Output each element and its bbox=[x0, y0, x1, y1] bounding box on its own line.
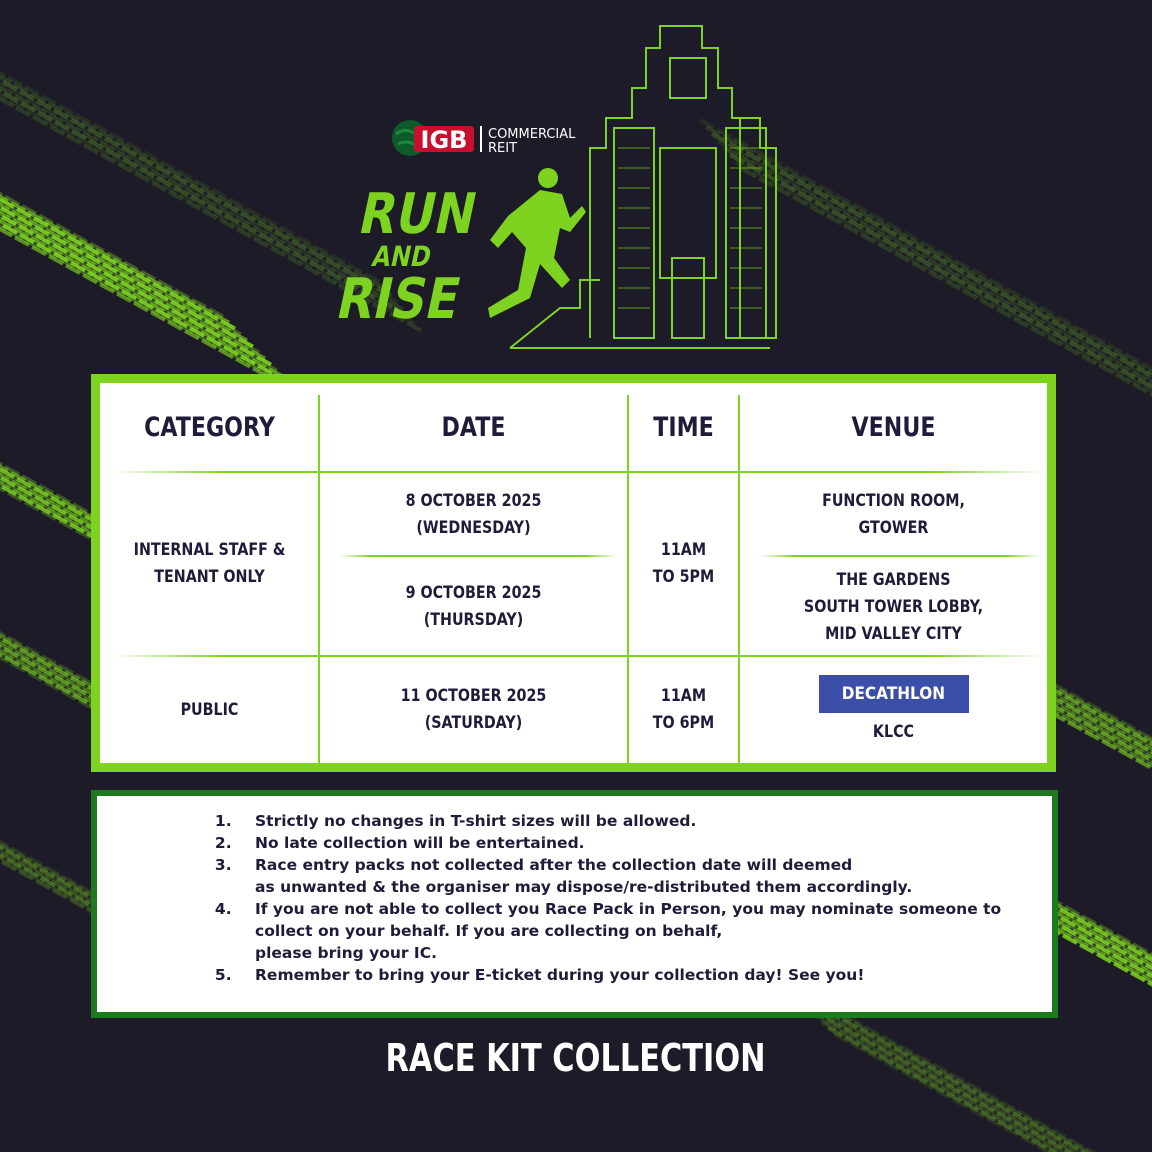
row2-date: 11 OCTOBER 2025 (SATURDAY) bbox=[400, 686, 547, 733]
header-venue: VENUE bbox=[851, 411, 936, 443]
row2-category: PUBLIC bbox=[180, 699, 239, 720]
logo-text-commercial: COMMERCIAL bbox=[488, 127, 576, 142]
note-item: 2. No late collection will be entertained. bbox=[237, 832, 1017, 854]
runner-building-illustration bbox=[470, 18, 810, 358]
schedule-table bbox=[91, 374, 1056, 772]
logo-mark: IGB bbox=[420, 126, 468, 154]
row2-time: 11AM TO 6PM bbox=[652, 686, 715, 733]
footer-title: RACE KIT COLLECTION bbox=[385, 1036, 767, 1080]
row1-venue-2: THE GARDENS SOUTH TOWER LOBBY, MID VALLEY CITY bbox=[803, 569, 984, 644]
row2-venue bbox=[740, 657, 1047, 763]
row1-venue-1: FUNCTION ROOM, GTOWER bbox=[822, 491, 965, 538]
row1-time: 11AM TO 5PM bbox=[652, 540, 715, 587]
note-item: 3. Race entry packs not collected after the collection date will deemed as unwanted & the organiser may dispose/re-distributed them accordingly. bbox=[237, 854, 1017, 898]
notes-box bbox=[91, 790, 1058, 1018]
title-and: AND bbox=[369, 241, 435, 274]
title-run: RUN bbox=[353, 181, 483, 247]
row1-date-2: 9 OCTOBER 2025 (THURSDAY) bbox=[405, 583, 542, 630]
row1-category: INTERNAL STAFF & TENANT ONLY bbox=[133, 540, 286, 587]
header-date: DATE bbox=[441, 411, 506, 443]
notes-list bbox=[217, 810, 1017, 986]
row2-venue-label: KLCC bbox=[872, 721, 915, 742]
row1-date-1: 8 OCTOBER 2025 (WEDNESDAY) bbox=[405, 491, 542, 538]
title-rise: RISE bbox=[331, 266, 467, 332]
note-item: 1. Strictly no changes in T-shirt sizes will be allowed. bbox=[237, 810, 1017, 832]
decathlon-logo-text: DECATHLON bbox=[841, 683, 946, 704]
note-item: 4. If you are not able to collect you Race Pack in Person, you may nominate someone to collect on your behalf. If you are collecting on behalf, please bring your IC. bbox=[237, 898, 1017, 964]
header-category: CATEGORY bbox=[144, 411, 275, 443]
header-time: TIME bbox=[653, 411, 714, 443]
logo-text-reit: REIT bbox=[488, 141, 518, 156]
note-item: 5. Remember to bring your E-ticket during your collection day! See you! bbox=[237, 964, 1017, 986]
decathlon-logo bbox=[819, 675, 969, 713]
